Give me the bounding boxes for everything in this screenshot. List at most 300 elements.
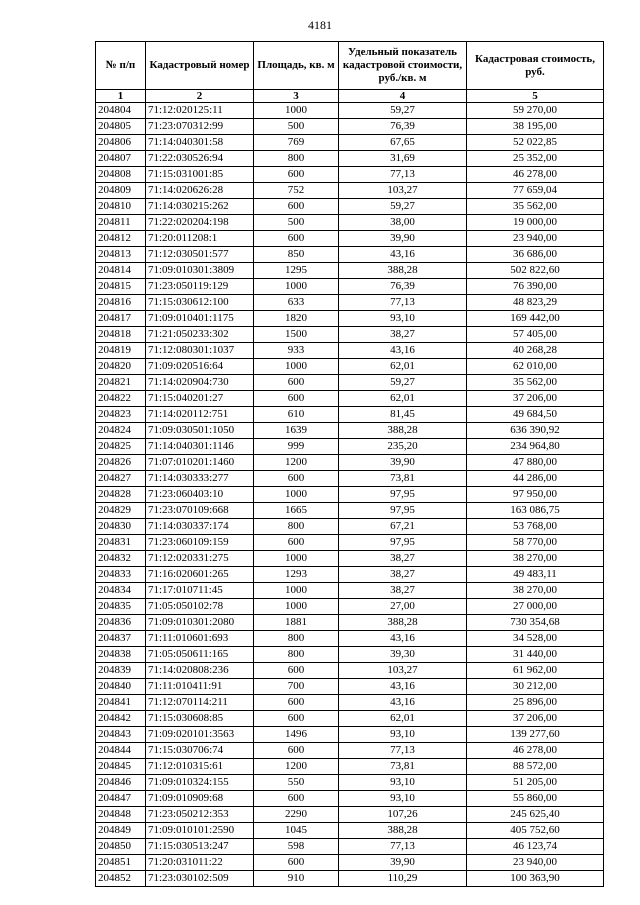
table-row (96, 711, 604, 727)
area-cell: 933 (254, 343, 339, 359)
row-number-cell: 204849 (96, 823, 146, 839)
table-row (96, 247, 604, 263)
cadastral-value-cell: 77 659,04 (467, 183, 604, 199)
page-number: 4181 (308, 18, 332, 32)
cadastral-number-cell: 71:14:030215:262 (146, 199, 254, 215)
area-cell: 1820 (254, 311, 339, 327)
area-cell: 600 (254, 695, 339, 711)
cadastral-number-cell: 71:20:031011:22 (146, 855, 254, 871)
cadastral-value-cell: 36 686,00 (467, 247, 604, 263)
cadastral-number-cell: 71:14:020808:236 (146, 663, 254, 679)
area-cell: 2290 (254, 807, 339, 823)
table-row (96, 599, 604, 615)
area-cell: 600 (254, 855, 339, 871)
cadastral-number-cell: 71:05:050611:165 (146, 647, 254, 663)
cadastral-number-cell: 71:14:040301:58 (146, 135, 254, 151)
cadastral-number-cell: 71:15:030706:74 (146, 743, 254, 759)
cadastral-value-cell: 38 270,00 (467, 551, 604, 567)
cadastral-number-cell: 71:12:020125:11 (146, 103, 254, 119)
area-cell: 1000 (254, 599, 339, 615)
unit-value-cell: 93,10 (339, 727, 467, 743)
column-number: 3 (254, 90, 339, 103)
column-number: 1 (96, 90, 146, 103)
row-number-cell: 204832 (96, 551, 146, 567)
unit-value-cell: 388,28 (339, 423, 467, 439)
row-number-cell: 204820 (96, 359, 146, 375)
unit-value-cell: 38,27 (339, 583, 467, 599)
table-row (96, 391, 604, 407)
cadastral-number-cell: 71:09:010401:1175 (146, 311, 254, 327)
unit-value-cell: 77,13 (339, 839, 467, 855)
cadastral-number-cell: 71:09:010909:68 (146, 791, 254, 807)
row-number-cell: 204841 (96, 695, 146, 711)
area-cell: 500 (254, 215, 339, 231)
cadastral-number-cell: 71:15:040201:27 (146, 391, 254, 407)
cadastral-number-cell: 71:16:020601:265 (146, 567, 254, 583)
header-row-number: № п/п (96, 42, 146, 90)
cadastral-value-cell: 636 390,92 (467, 423, 604, 439)
unit-value-cell: 103,27 (339, 183, 467, 199)
table-row (96, 567, 604, 583)
area-cell: 800 (254, 151, 339, 167)
row-number-cell: 204829 (96, 503, 146, 519)
unit-value-cell: 97,95 (339, 535, 467, 551)
table-row (96, 871, 604, 887)
row-number-cell: 204840 (96, 679, 146, 695)
cadastral-number-cell: 71:15:030608:85 (146, 711, 254, 727)
area-cell: 1665 (254, 503, 339, 519)
cadastral-number-cell: 71:15:030513:247 (146, 839, 254, 855)
row-number-cell: 204814 (96, 263, 146, 279)
table-row (96, 119, 604, 135)
table-row (96, 743, 604, 759)
cadastral-value-cell: 38 270,00 (467, 583, 604, 599)
cadastral-value-cell: 48 823,29 (467, 295, 604, 311)
table-row (96, 471, 604, 487)
area-cell: 1500 (254, 327, 339, 343)
area-cell: 800 (254, 647, 339, 663)
cadastral-value-cell: 58 770,00 (467, 535, 604, 551)
row-number-cell: 204809 (96, 183, 146, 199)
row-number-cell: 204812 (96, 231, 146, 247)
unit-value-cell: 59,27 (339, 375, 467, 391)
cadastral-number-cell: 71:23:060403:10 (146, 487, 254, 503)
unit-value-cell: 77,13 (339, 167, 467, 183)
cadastral-value-cell: 76 390,00 (467, 279, 604, 295)
unit-value-cell: 73,81 (339, 471, 467, 487)
cadastral-value-cell: 97 950,00 (467, 487, 604, 503)
row-number-cell: 204827 (96, 471, 146, 487)
cadastral-number-cell: 71:05:050102:78 (146, 599, 254, 615)
row-number-cell: 204852 (96, 871, 146, 887)
row-number-cell: 204830 (96, 519, 146, 535)
table-row (96, 759, 604, 775)
unit-value-cell: 97,95 (339, 503, 467, 519)
area-cell: 1496 (254, 727, 339, 743)
area-cell: 1200 (254, 759, 339, 775)
cadastral-value-table (95, 41, 604, 887)
cadastral-value-cell: 51 205,00 (467, 775, 604, 791)
area-cell: 610 (254, 407, 339, 423)
cadastral-value-cell: 19 000,00 (467, 215, 604, 231)
unit-value-cell: 93,10 (339, 311, 467, 327)
cadastral-number-cell: 71:12:030501:577 (146, 247, 254, 263)
cadastral-value-cell: 61 962,00 (467, 663, 604, 679)
table-row (96, 535, 604, 551)
row-number-cell: 204846 (96, 775, 146, 791)
row-number-cell: 204819 (96, 343, 146, 359)
unit-value-cell: 107,26 (339, 807, 467, 823)
cadastral-value-cell: 49 684,50 (467, 407, 604, 423)
cadastral-value-cell: 46 278,00 (467, 167, 604, 183)
area-cell: 500 (254, 119, 339, 135)
table-row (96, 423, 604, 439)
unit-value-cell: 110,29 (339, 871, 467, 887)
cadastral-value-cell: 100 363,90 (467, 871, 604, 887)
cadastral-value-cell: 55 860,00 (467, 791, 604, 807)
row-number-cell: 204826 (96, 455, 146, 471)
area-cell: 1000 (254, 103, 339, 119)
table-row (96, 279, 604, 295)
row-number-cell: 204837 (96, 631, 146, 647)
row-number-cell: 204818 (96, 327, 146, 343)
cadastral-value-cell: 57 405,00 (467, 327, 604, 343)
unit-value-cell: 43,16 (339, 247, 467, 263)
area-cell: 1000 (254, 551, 339, 567)
unit-value-cell: 39,30 (339, 647, 467, 663)
row-number-cell: 204813 (96, 247, 146, 263)
row-number-cell: 204825 (96, 439, 146, 455)
table-header-row (96, 42, 604, 90)
area-cell: 800 (254, 519, 339, 535)
area-cell: 633 (254, 295, 339, 311)
row-number-cell: 204838 (96, 647, 146, 663)
unit-value-cell: 97,95 (339, 487, 467, 503)
unit-value-cell: 39,90 (339, 231, 467, 247)
cadastral-value-cell: 88 572,00 (467, 759, 604, 775)
area-cell: 1000 (254, 279, 339, 295)
cadastral-value-cell: 234 964,80 (467, 439, 604, 455)
row-number-cell: 204807 (96, 151, 146, 167)
table-row (96, 615, 604, 631)
row-number-cell: 204839 (96, 663, 146, 679)
row-number-cell: 204842 (96, 711, 146, 727)
column-number: 4 (339, 90, 467, 103)
row-number-cell: 204844 (96, 743, 146, 759)
area-cell: 600 (254, 791, 339, 807)
area-cell: 910 (254, 871, 339, 887)
area-cell: 700 (254, 679, 339, 695)
cadastral-number-cell: 71:14:040301:1146 (146, 439, 254, 455)
area-cell: 600 (254, 711, 339, 727)
cadastral-value-cell: 245 625,40 (467, 807, 604, 823)
unit-value-cell: 59,27 (339, 103, 467, 119)
cadastral-value-cell: 49 483,11 (467, 567, 604, 583)
cadastral-number-cell: 71:23:070109:668 (146, 503, 254, 519)
row-number-cell: 204833 (96, 567, 146, 583)
cadastral-number-cell: 71:09:030501:1050 (146, 423, 254, 439)
area-cell: 600 (254, 167, 339, 183)
cadastral-value-cell: 25 896,00 (467, 695, 604, 711)
cadastral-number-cell: 71:22:030526:94 (146, 151, 254, 167)
table-row (96, 807, 604, 823)
cadastral-number-cell: 71:23:050119:129 (146, 279, 254, 295)
cadastral-number-cell: 71:12:020331:275 (146, 551, 254, 567)
row-number-cell: 204816 (96, 295, 146, 311)
unit-value-cell: 388,28 (339, 823, 467, 839)
row-number-cell: 204831 (96, 535, 146, 551)
cadastral-number-cell: 71:09:010324:155 (146, 775, 254, 791)
table-row (96, 775, 604, 791)
table-row (96, 359, 604, 375)
unit-value-cell: 62,01 (339, 391, 467, 407)
area-cell: 600 (254, 199, 339, 215)
table-row (96, 583, 604, 599)
table-row (96, 551, 604, 567)
header-area: Площадь, кв. м (254, 42, 339, 90)
cadastral-number-cell: 71:07:010201:1460 (146, 455, 254, 471)
unit-value-cell: 39,90 (339, 855, 467, 871)
cadastral-number-cell: 71:22:020204:198 (146, 215, 254, 231)
cadastral-number-cell: 71:14:020626:28 (146, 183, 254, 199)
row-number-cell: 204811 (96, 215, 146, 231)
unit-value-cell: 62,01 (339, 359, 467, 375)
row-number-cell: 204815 (96, 279, 146, 295)
cadastral-value-cell: 38 195,00 (467, 119, 604, 135)
table-row (96, 311, 604, 327)
unit-value-cell: 76,39 (339, 119, 467, 135)
unit-value-cell: 73,81 (339, 759, 467, 775)
unit-value-cell: 235,20 (339, 439, 467, 455)
area-cell: 769 (254, 135, 339, 151)
cadastral-number-cell: 71:09:020101:3563 (146, 727, 254, 743)
unit-value-cell: 93,10 (339, 775, 467, 791)
table-row (96, 855, 604, 871)
row-number-cell: 204828 (96, 487, 146, 503)
unit-value-cell: 67,65 (339, 135, 467, 151)
area-cell: 999 (254, 439, 339, 455)
cadastral-value-cell: 405 752,60 (467, 823, 604, 839)
cadastral-value-cell: 59 270,00 (467, 103, 604, 119)
table-row (96, 295, 604, 311)
column-number: 5 (467, 90, 604, 103)
unit-value-cell: 103,27 (339, 663, 467, 679)
cadastral-value-cell: 46 278,00 (467, 743, 604, 759)
row-number-cell: 204804 (96, 103, 146, 119)
area-cell: 1881 (254, 615, 339, 631)
unit-value-cell: 77,13 (339, 743, 467, 759)
header-cadastral-number: Кадастровый номер (146, 42, 254, 90)
cadastral-value-cell: 169 442,00 (467, 311, 604, 327)
cadastral-number-cell: 71:23:050212:353 (146, 807, 254, 823)
cadastral-value-cell: 730 354,68 (467, 615, 604, 631)
unit-value-cell: 43,16 (339, 679, 467, 695)
table-row (96, 231, 604, 247)
cadastral-number-cell: 71:17:010711:45 (146, 583, 254, 599)
cadastral-value-cell: 27 000,00 (467, 599, 604, 615)
table-row (96, 823, 604, 839)
column-number: 2 (146, 90, 254, 103)
area-cell: 550 (254, 775, 339, 791)
table-row (96, 487, 604, 503)
row-number-cell: 204834 (96, 583, 146, 599)
area-cell: 1045 (254, 823, 339, 839)
cadastral-value-cell: 40 268,28 (467, 343, 604, 359)
cadastral-value-cell: 53 768,00 (467, 519, 604, 535)
cadastral-number-cell: 71:12:080301:1037 (146, 343, 254, 359)
table-row (96, 103, 604, 119)
table-row (96, 839, 604, 855)
unit-value-cell: 31,69 (339, 151, 467, 167)
cadastral-value-cell: 163 086,75 (467, 503, 604, 519)
unit-value-cell: 38,27 (339, 567, 467, 583)
area-cell: 600 (254, 471, 339, 487)
row-number-cell: 204824 (96, 423, 146, 439)
table-row (96, 183, 604, 199)
unit-value-cell: 38,27 (339, 551, 467, 567)
cadastral-number-cell: 71:09:020516:64 (146, 359, 254, 375)
table-row (96, 647, 604, 663)
unit-value-cell: 77,13 (339, 295, 467, 311)
cadastral-number-cell: 71:15:031001:85 (146, 167, 254, 183)
unit-value-cell: 38,27 (339, 327, 467, 343)
unit-value-cell: 43,16 (339, 343, 467, 359)
unit-value-cell: 388,28 (339, 615, 467, 631)
cadastral-value-cell: 25 352,00 (467, 151, 604, 167)
cadastral-number-cell: 71:23:030102:509 (146, 871, 254, 887)
cadastral-number-cell: 71:09:010301:2080 (146, 615, 254, 631)
area-cell: 850 (254, 247, 339, 263)
area-cell: 600 (254, 663, 339, 679)
area-cell: 600 (254, 535, 339, 551)
area-cell: 1295 (254, 263, 339, 279)
table-body (96, 103, 604, 887)
table-row (96, 263, 604, 279)
table-row (96, 695, 604, 711)
unit-value-cell: 76,39 (339, 279, 467, 295)
cadastral-value-cell: 23 940,00 (467, 855, 604, 871)
table-row (96, 375, 604, 391)
unit-value-cell: 43,16 (339, 631, 467, 647)
cadastral-value-cell: 37 206,00 (467, 711, 604, 727)
row-number-cell: 204808 (96, 167, 146, 183)
row-number-cell: 204847 (96, 791, 146, 807)
cadastral-number-cell: 71:14:020904:730 (146, 375, 254, 391)
table-row (96, 631, 604, 647)
header-cadastral-value: Кадастровая стоимость, руб. (467, 42, 604, 90)
cadastral-value-cell: 23 940,00 (467, 231, 604, 247)
cadastral-number-cell: 71:23:060109:159 (146, 535, 254, 551)
unit-value-cell: 43,16 (339, 695, 467, 711)
row-number-cell: 204851 (96, 855, 146, 871)
row-number-cell: 204843 (96, 727, 146, 743)
cadastral-value-cell: 37 206,00 (467, 391, 604, 407)
row-number-cell: 204805 (96, 119, 146, 135)
cadastral-number-cell: 71:14:020112:751 (146, 407, 254, 423)
table-row (96, 519, 604, 535)
table-row (96, 167, 604, 183)
cadastral-number-cell: 71:09:010101:2590 (146, 823, 254, 839)
table-row (96, 727, 604, 743)
area-cell: 1200 (254, 455, 339, 471)
row-number-cell: 204821 (96, 375, 146, 391)
table-row (96, 503, 604, 519)
area-cell: 600 (254, 743, 339, 759)
area-cell: 600 (254, 231, 339, 247)
cadastral-value-cell: 46 123,74 (467, 839, 604, 855)
cadastral-value-cell: 31 440,00 (467, 647, 604, 663)
column-number-row (96, 90, 604, 103)
cadastral-number-cell: 71:11:010601:693 (146, 631, 254, 647)
cadastral-number-cell: 71:11:010411:91 (146, 679, 254, 695)
cadastral-value-cell: 502 822,60 (467, 263, 604, 279)
unit-value-cell: 62,01 (339, 711, 467, 727)
unit-value-cell: 81,45 (339, 407, 467, 423)
cadastral-value-cell: 44 286,00 (467, 471, 604, 487)
row-number-cell: 204817 (96, 311, 146, 327)
area-cell: 600 (254, 375, 339, 391)
table-row (96, 135, 604, 151)
table-row (96, 439, 604, 455)
cadastral-number-cell: 71:14:030333:277 (146, 471, 254, 487)
table-row (96, 151, 604, 167)
row-number-cell: 204822 (96, 391, 146, 407)
table-row (96, 791, 604, 807)
row-number-cell: 204823 (96, 407, 146, 423)
cadastral-value-cell: 47 880,00 (467, 455, 604, 471)
table-row (96, 199, 604, 215)
cadastral-value-cell: 62 010,00 (467, 359, 604, 375)
row-number-cell: 204850 (96, 839, 146, 855)
unit-value-cell: 59,27 (339, 199, 467, 215)
row-number-cell: 204835 (96, 599, 146, 615)
table-row (96, 407, 604, 423)
area-cell: 800 (254, 631, 339, 647)
cadastral-value-cell: 52 022,85 (467, 135, 604, 151)
cadastral-value-cell: 30 212,00 (467, 679, 604, 695)
table-row (96, 343, 604, 359)
row-number-cell: 204848 (96, 807, 146, 823)
unit-value-cell: 39,90 (339, 455, 467, 471)
table-row (96, 663, 604, 679)
cadastral-number-cell: 71:23:070312:99 (146, 119, 254, 135)
row-number-cell: 204836 (96, 615, 146, 631)
cadastral-number-cell: 71:12:070114:211 (146, 695, 254, 711)
table-row (96, 327, 604, 343)
area-cell: 598 (254, 839, 339, 855)
area-cell: 1000 (254, 583, 339, 599)
table-row (96, 215, 604, 231)
cadastral-value-cell: 35 562,00 (467, 375, 604, 391)
row-number-cell: 204806 (96, 135, 146, 151)
area-cell: 1000 (254, 359, 339, 375)
area-cell: 1000 (254, 487, 339, 503)
area-cell: 600 (254, 391, 339, 407)
unit-value-cell: 388,28 (339, 263, 467, 279)
row-number-cell: 204810 (96, 199, 146, 215)
unit-value-cell: 38,00 (339, 215, 467, 231)
cadastral-number-cell: 71:12:010315:61 (146, 759, 254, 775)
area-cell: 1293 (254, 567, 339, 583)
cadastral-value-cell: 35 562,00 (467, 199, 604, 215)
cadastral-number-cell: 71:21:050233:302 (146, 327, 254, 343)
cadastral-number-cell: 71:15:030612:100 (146, 295, 254, 311)
unit-value-cell: 27,00 (339, 599, 467, 615)
table-row (96, 455, 604, 471)
cadastral-value-cell: 139 277,60 (467, 727, 604, 743)
cadastral-value-cell: 34 528,00 (467, 631, 604, 647)
area-cell: 1639 (254, 423, 339, 439)
